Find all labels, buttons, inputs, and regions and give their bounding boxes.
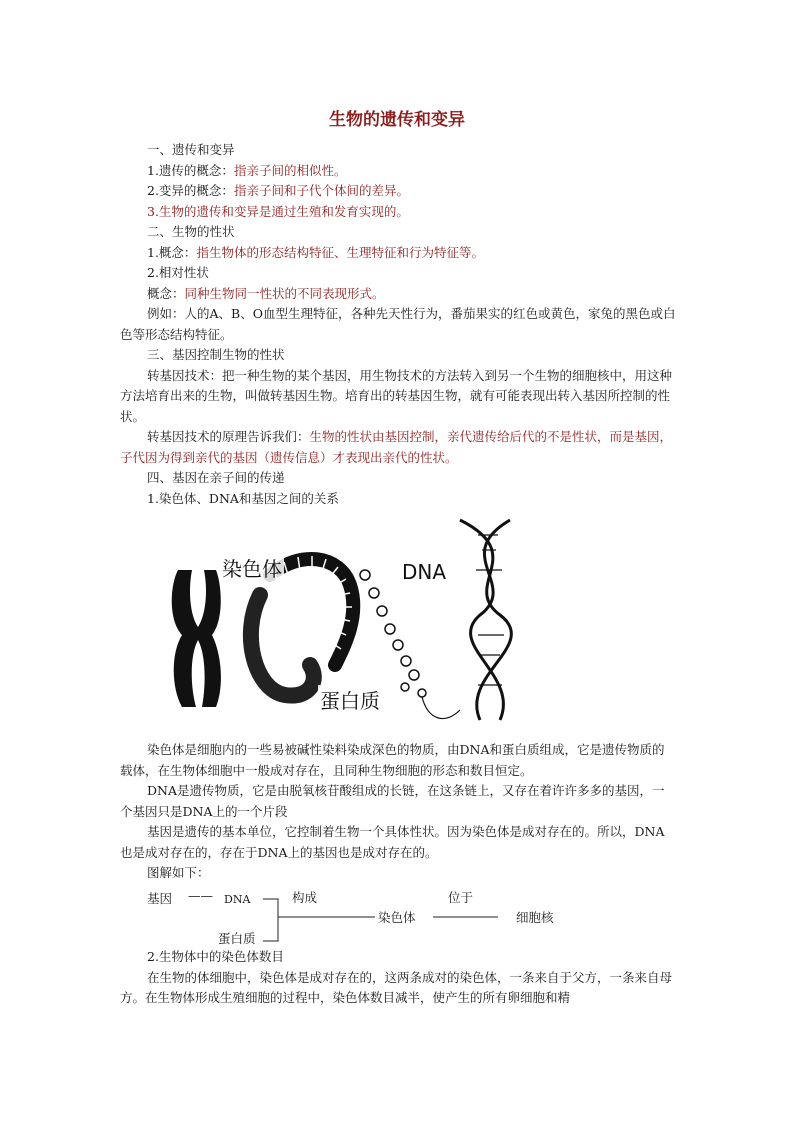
diagram-protein: 蛋白质 — [218, 931, 256, 946]
diagram-chromosome: 染色体 — [378, 910, 416, 925]
dna-strand — [422, 697, 460, 719]
heredity-definition — [120, 161, 676, 182]
transgenic-principle — [120, 427, 676, 468]
principle-text: 生物的性状由基因控制，亲代遗传给后代的不是性状，而是基因，子代因为得到亲代的基因（遗传信息）才表现出亲代的性状。 — [120, 429, 673, 465]
nucleosome-beads — [360, 570, 426, 697]
trait-example: 例如：人的A、B、O血型生理特征，各种先天性行为，番茄果实的红色或黄色，家兔的黑色或白色等形态结构特征。 — [120, 306, 676, 342]
chromosome-paragraph: 染色体是细胞内的一些易被碱性染料染成深色的物质，由DNA和蛋白质组成，它是遗传物质的载体，在生物体细胞中一般成对存在，且同种生物细胞的形态和数目恒定。 — [120, 742, 665, 778]
section-2-heading: 二、生物的性状 — [147, 224, 235, 239]
section-1-heading: 一、遗传和变异 — [147, 142, 235, 157]
term-label: 1.遗传的概念： — [147, 162, 234, 178]
diagram-dna: DNA — [224, 893, 251, 906]
heredity-statement: 3.生物的遗传和变异是通过生殖和发育实现的。 — [147, 203, 409, 219]
trait-definition — [120, 243, 676, 264]
term-label: 1.概念： — [147, 244, 197, 260]
relative-trait-definition — [120, 284, 676, 305]
chromosome-explanation — [120, 740, 676, 884]
label-chromosome: 染色体 — [220, 553, 284, 582]
relationship-diagram — [120, 885, 676, 950]
term-definition: 指亲子间的相似性。 — [233, 162, 347, 178]
term-definition: 指亲子间和子代个体间的差异。 — [233, 183, 409, 198]
diagram-heading: 图解如下： — [147, 865, 210, 880]
chromosome-dna-figure — [160, 515, 540, 730]
label-protein: 蛋白质 — [318, 685, 382, 714]
page-title: 生物的遗传和变异 — [329, 110, 465, 130]
label-dna: DNA — [402, 560, 447, 584]
term-label: 概念： — [147, 285, 185, 301]
chromosome-number-section — [120, 947, 676, 1009]
intro-sections — [120, 140, 676, 509]
chromosome-shape — [172, 570, 221, 707]
section-4-heading: 四、基因在亲子间的传递 — [147, 470, 285, 485]
gene-paragraph: 基因是遗传的基本单位，它控制着生物一个具体性状。因为染色体是成对存在的。所以，DNA也是成对存在的，存在于DNA上的基因也是成对存在的。 — [120, 824, 665, 860]
subsection-2-heading: 2.生物体中的染色体数目 — [147, 949, 284, 964]
lower-coil — [251, 595, 314, 696]
term-label: 2.变异的概念： — [147, 183, 234, 198]
diagram-nucleus: 细胞核 — [516, 910, 554, 925]
diagram-located: 位于 — [448, 890, 474, 905]
transgenic-paragraph: 转基因技术：把一种生物的某个基因，用生物技术的方法转入到另一个生物的细胞核中，用这种方法培育出来的生物，叫做转基因生物。培育出的转基因生物，就有可能表现出转入基因所控制的性状。 — [120, 367, 673, 424]
chromosome-number-paragraph: 在生物的体细胞中，染色体是成对存在的，这两条成对的染色体，一条来自于父方，一条来自母方。在生物体形成生殖细胞的过程中，染色体数目减半，使产生的所有卵细胞和精 — [120, 969, 673, 1005]
principle-label: 转基因技术的原理告诉我们： — [147, 429, 310, 444]
term-definition: 同种生物同一性状的不同表现形式。 — [184, 285, 385, 301]
diagram-dash: —— — [188, 888, 213, 903]
variation-definition — [120, 181, 676, 202]
section-3-heading: 三、基因控制生物的性状 — [147, 347, 285, 362]
diagram-gene: 基因 — [147, 891, 173, 906]
diagram-compose: 构成 — [292, 890, 318, 905]
dna-paragraph: DNA是遗传物质，它是由脱氧核苷酸组成的长链，在这条链上，又存在着许许多多的基因，一个基因只是DNA上的一个片段 — [120, 783, 665, 819]
subsection-1-heading: 1.染色体、DNA和基因之间的关系 — [147, 490, 339, 506]
relative-trait-heading: 2.相对性状 — [147, 265, 209, 280]
term-definition: 指生物体的形态结构特征、生理特征和行为特征等。 — [196, 244, 484, 260]
base-pairs — [476, 535, 504, 685]
